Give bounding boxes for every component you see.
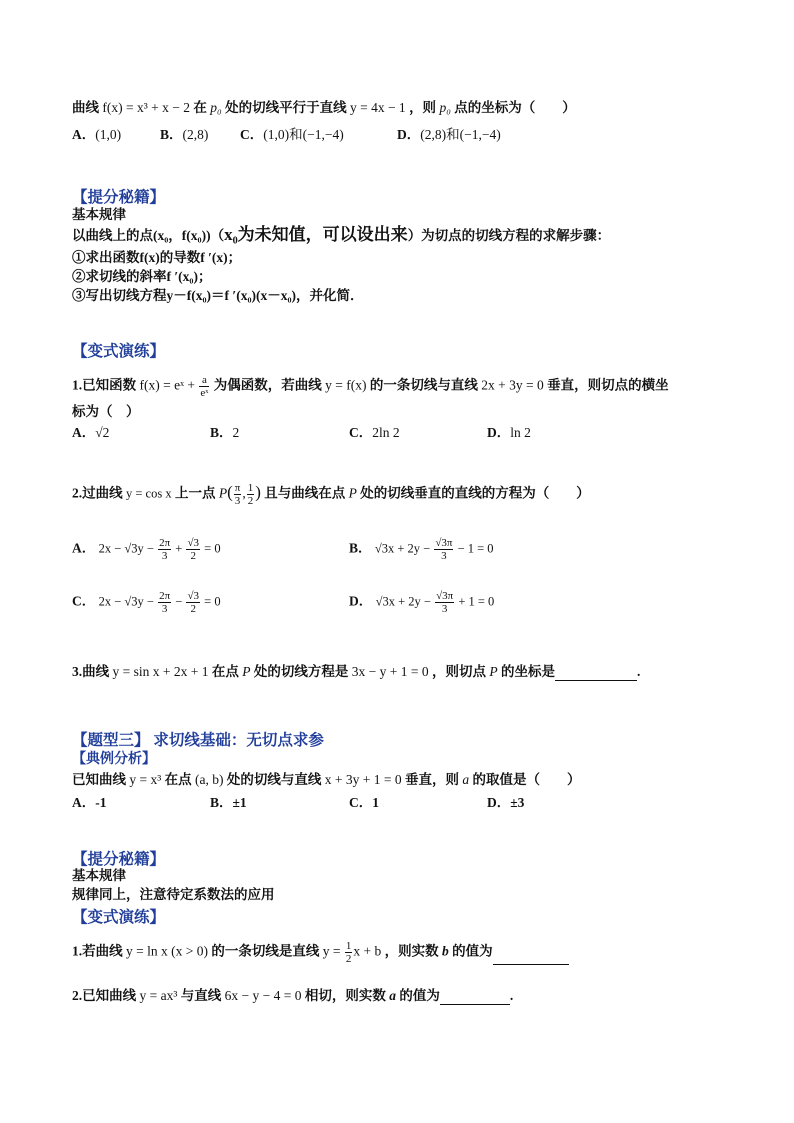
q2-option-a: A． 2x − √3y − $\frac{2\pi}{3}$ + $\frac{√3}{2}$ = 0 — [72, 537, 221, 562]
rule-highlight: x₀为未知值，可以设出来 — [224, 225, 408, 244]
practice-q1: 1.已知函数 f(x) = eˣ + $\frac{a}{\text{eˣ}}$ 为偶函数，若曲线 y = f(x) 的一条切线与直线 2x + 3y = 0 垂直，则切点的横坐 — [72, 374, 669, 399]
intro-p0: p₀ — [210, 100, 222, 115]
intro-option-b: B．(2,8) — [160, 127, 209, 142]
type3-option-a: A．-1 — [72, 795, 107, 810]
type3-question: 已知曲线 y = x³ 在点 (a, b) 处的切线与直线 x + 3y + 1 = 0 垂直，则 a 的取值是（ ） — [72, 772, 581, 787]
tips2-rule: 规律同上，注意待定系数法的应用 — [72, 887, 275, 902]
practice-q3: 3.曲线 y = sin x + 2x + 1 在点 P 处的切线方程是 3x − y + 1 = 0 ，则切点 P 的坐标是 . — [72, 664, 641, 679]
type3-option-b: B．±1 — [210, 795, 247, 810]
answer-blank-3 — [440, 990, 510, 1005]
intro-mid2: 处的切线平行于直线 — [225, 100, 347, 115]
practice-q2: 2.过曲线 y = cos x 上一点 P( $\frac{\pi}{3}$ , $\frac{1}{2}$ ) 且与曲线在点 P 处的切线垂直的直线的方程为（ ） — [72, 482, 590, 507]
example-heading: 【典例分析】 — [72, 752, 156, 767]
intro-tail: ，则 — [409, 100, 437, 115]
intro-function: f(x) = x³ + x − 2 — [102, 100, 190, 115]
q1-option-c: C．2ln 2 — [349, 425, 400, 440]
intro-p0-2: p₀ — [439, 100, 451, 115]
intro-lead: 曲线 — [72, 100, 99, 115]
fraction-a-over-ex: $\frac{a}{\text{eˣ}}$ — [200, 374, 209, 399]
answer-blank — [555, 666, 637, 681]
rule-title: 基本规律 — [72, 207, 126, 222]
tips-heading: 【提分秘籍】 — [72, 189, 166, 206]
practice2-q1: 1.若曲线 y = ln x (x > 0) 的一条切线是直线 y = $\frac{1}{2}$ x + b ，则实数 b 的值为 — [72, 940, 569, 965]
practice2-q2: 2.已知曲线 y = ax³ 与直线 6x − y − 4 = 0 相切，则实数 a 的值为 . — [72, 988, 514, 1003]
intro-option-c: C．(1,0)和(−1,−4) — [240, 127, 344, 142]
tips2-rule-title: 基本规律 — [72, 868, 126, 883]
intro-mid: 在 — [193, 100, 207, 115]
practice-heading: 【变式演练】 — [72, 343, 166, 360]
q2-option-d: D． √3x + 2y − $\frac{√3\pi}{3}$ + 1 = 0 — [349, 590, 495, 615]
rule-step1: ①求出函数f(x)的导数f ′(x)； — [72, 250, 242, 265]
intro-line: y = 4x − 1 — [349, 100, 406, 115]
rule-step2: ②求切线的斜率f ′(x₀)； — [72, 269, 212, 284]
q1-option-b: B．2 — [210, 425, 240, 440]
intro-option-a: A．(1,0) — [72, 127, 122, 142]
answer-blank-2 — [493, 950, 569, 965]
rule-step3: ③写出切线方程y－f(x₀)＝f ′(x₀)(x－x₀)，并化简． — [72, 288, 364, 303]
type3-option-c: C．1 — [349, 795, 379, 810]
practice-q1-line2: 标为（ ） — [72, 404, 140, 419]
intro-tail2: 点的坐标为（ ） — [454, 100, 576, 115]
q1-option-d: D．ln 2 — [487, 425, 531, 440]
type3-heading: 【题型三】 求切线基础：无切点求参 — [72, 732, 324, 749]
rule-line1: 以曲线上的点(x₀，f(x₀))（x₀为未知值，可以设出来）为切点的切线方程的求解步骤： — [72, 225, 611, 244]
q1-option-a: A．√2 — [72, 425, 110, 440]
type3-option-d: D．±3 — [487, 795, 525, 810]
q2-option-b: B． √3x + 2y − $\frac{√3\pi}{3}$ − 1 = 0 — [349, 537, 494, 562]
practice2-heading: 【变式演练】 — [72, 909, 166, 926]
tips2-heading: 【提分秘籍】 — [72, 851, 166, 868]
intro-option-d: D．(2,8)和(−1,−4) — [397, 127, 501, 142]
q2-option-c: C． 2x − √3y − $\frac{2\pi}{3}$ − $\frac{√3}{2}$ = 0 — [72, 590, 221, 615]
intro-question — [72, 99, 576, 117]
